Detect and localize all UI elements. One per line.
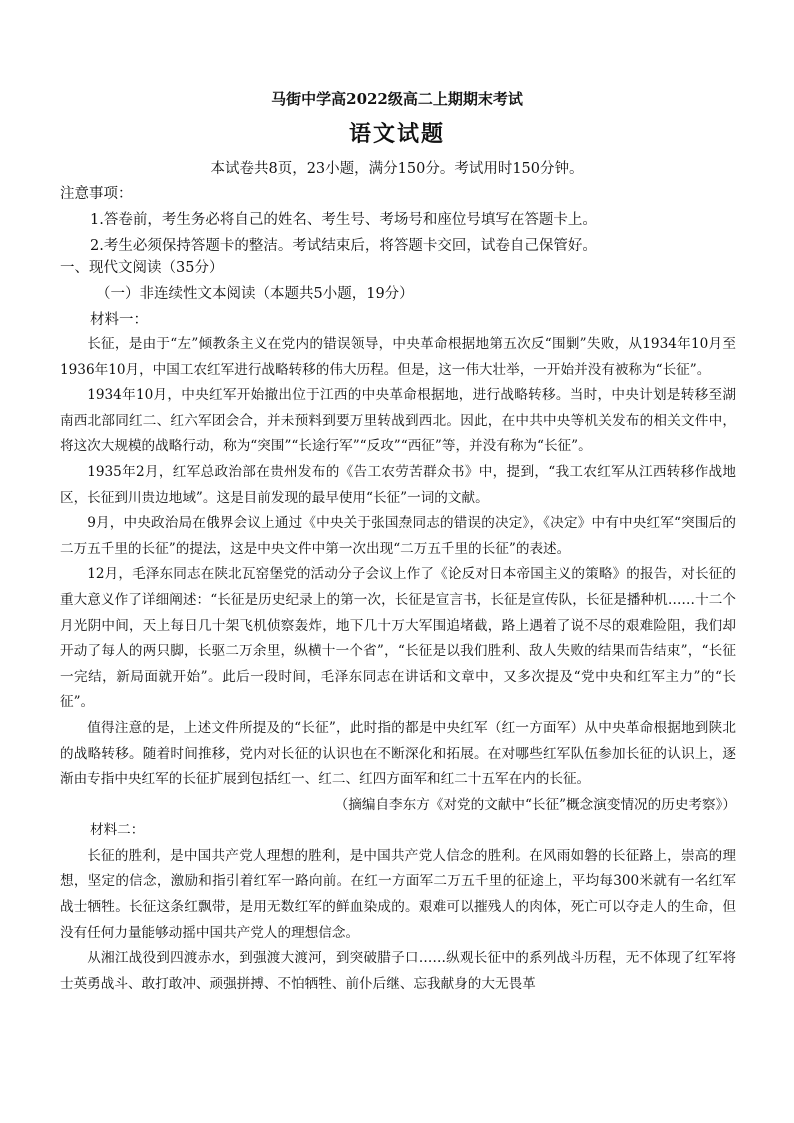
material1-paragraph: 9月，中央政治局在俄界会议上通过《中央关于张国焘同志的错误的决定》，《决定》中有中央红军“突围后的二万五千里的长征”的提法，这是中央文件中第一次出现“二万五千里的长征”的表述。 xyxy=(60,515,736,557)
notes-block xyxy=(60,181,740,259)
material1-label: 材料一： xyxy=(90,312,148,328)
exam-title: 马街中学高2022级高二上期期末考试 xyxy=(271,90,523,108)
material1-paragraph: 1934年10月，中央红军开始撤出位于江西的中央革命根据地，进行战略转移。当时，中央计划是转移至湖南西北部同红二、红六军团会合，并未预料到要万里转战到西北。因此，在中共中央等机关发布的相关文件中，将这次大规模的战略行动，称为“突围”“长途行军”“反攻”“西征”等，并没有称为“长征”。 xyxy=(60,387,736,455)
subject-title: 语文试题 xyxy=(348,121,445,147)
exam-info: 本试卷共8页，23小题，满分150分。考试用时150分钟。 xyxy=(210,161,584,177)
material1-paragraph: 1935年2月，红军总政治部在贵州发布的《告工农劳苦群众书》中，提到，“我工农红军从江西转移作战地区，长征到川贵边地域”。这是目前发现的最早使用“长征”一词的文献。 xyxy=(60,463,736,506)
material2-paragraph: 从湘江战役到四渡赤水，到强渡大渡河，到突破腊子口……纵观长征中的系列战斗历程，无不体现了红军将士英勇战斗、敢打敢冲、顽强拼搏、不怕牺牲、前仆后继、忘我献身的大无畏革 xyxy=(60,950,736,992)
section-title: 一、现代文阅读（35分） xyxy=(60,260,224,276)
notes-item: 1.答卷前，考生务必将自己的姓名、考生号、考场号和座位号填写在答题卡上。 xyxy=(90,212,597,228)
material1-paragraph: 12月，毛泽东同志在陕北瓦窑堡党的活动分子会议上作了《论反对日本帝国主义的策略》的报告，对长征的重大意义作了详细阐述：“长征是历史纪录上的第一次，长征是宣言书，长征是宣传队，长征是播种机……十二个月光阴中间，天上每日几十架飞机侦察轰炸，地下几十万大军围追堵截，路上遇着了说不尽的艰难险阻，我们却开动了每人的两只脚，长驱二万余里，纵横十一个省”，“长征是以我们胜利、敌人失败的结果而告结束”，“长征一完结，新局面就开始”。此后一段时间，毛泽东同志在讲话和文章中，又多次提及“党中央和红军主力”的“长征”。 xyxy=(60,566,736,711)
subsection-title: （一）非连续性文本阅读（本题共5小题，19分） xyxy=(96,286,414,302)
material1-source: （摘编自李东方《对党的文献中“长征”概念演变情况的历史考察》） xyxy=(334,796,736,813)
notes-heading: 注意事项： xyxy=(60,186,133,202)
passage-body xyxy=(60,332,736,997)
material2-label: 材料二： xyxy=(90,822,145,839)
notes-item: 2.考生必须保持答题卡的整洁。考试结束后，将答题卡交回，试卷自己保管好。 xyxy=(90,238,597,254)
material2-paragraph: 长征的胜利，是中国共产党人理想的胜利，是中国共产党人信念的胜利。在风雨如磐的长征路上，崇高的理想，坚定的信念，激励和指引着红军一路向前。在红一方面军二万五千里的征途上，平均每300米就有一名红军战士牺牲。长征这条红飘带，是用无数红军的鲜血染成的。艰难可以摧残人的肉体，死亡可以夺走人的生命，但没有任何力量能够动摇中国共产党人的理想信念。 xyxy=(60,847,736,941)
material1-paragraph: 长征，是由于“左”倾教条主义在党内的错误领导，中央革命根据地第五次反“围剿”失败，从1934年10月至1936年10月，中国工农红军进行战略转移的伟大历程。但是，这一伟大壮举，一开始并没有被称为“长征”。 xyxy=(60,336,736,378)
material1-paragraph: 值得注意的是，上述文件所提及的“长征”，此时指的都是中央红军（红一方面军）从中央革命根据地到陕北的战略转移。随着时间推移，党内对长征的认识也在不断深化和拓展。在对哪些红军队伍参加长征的认识上，逐渐由专指中央红军的长征扩展到包括红一、红二、红四方面军和红二十五军在内的长征。 xyxy=(60,719,736,788)
